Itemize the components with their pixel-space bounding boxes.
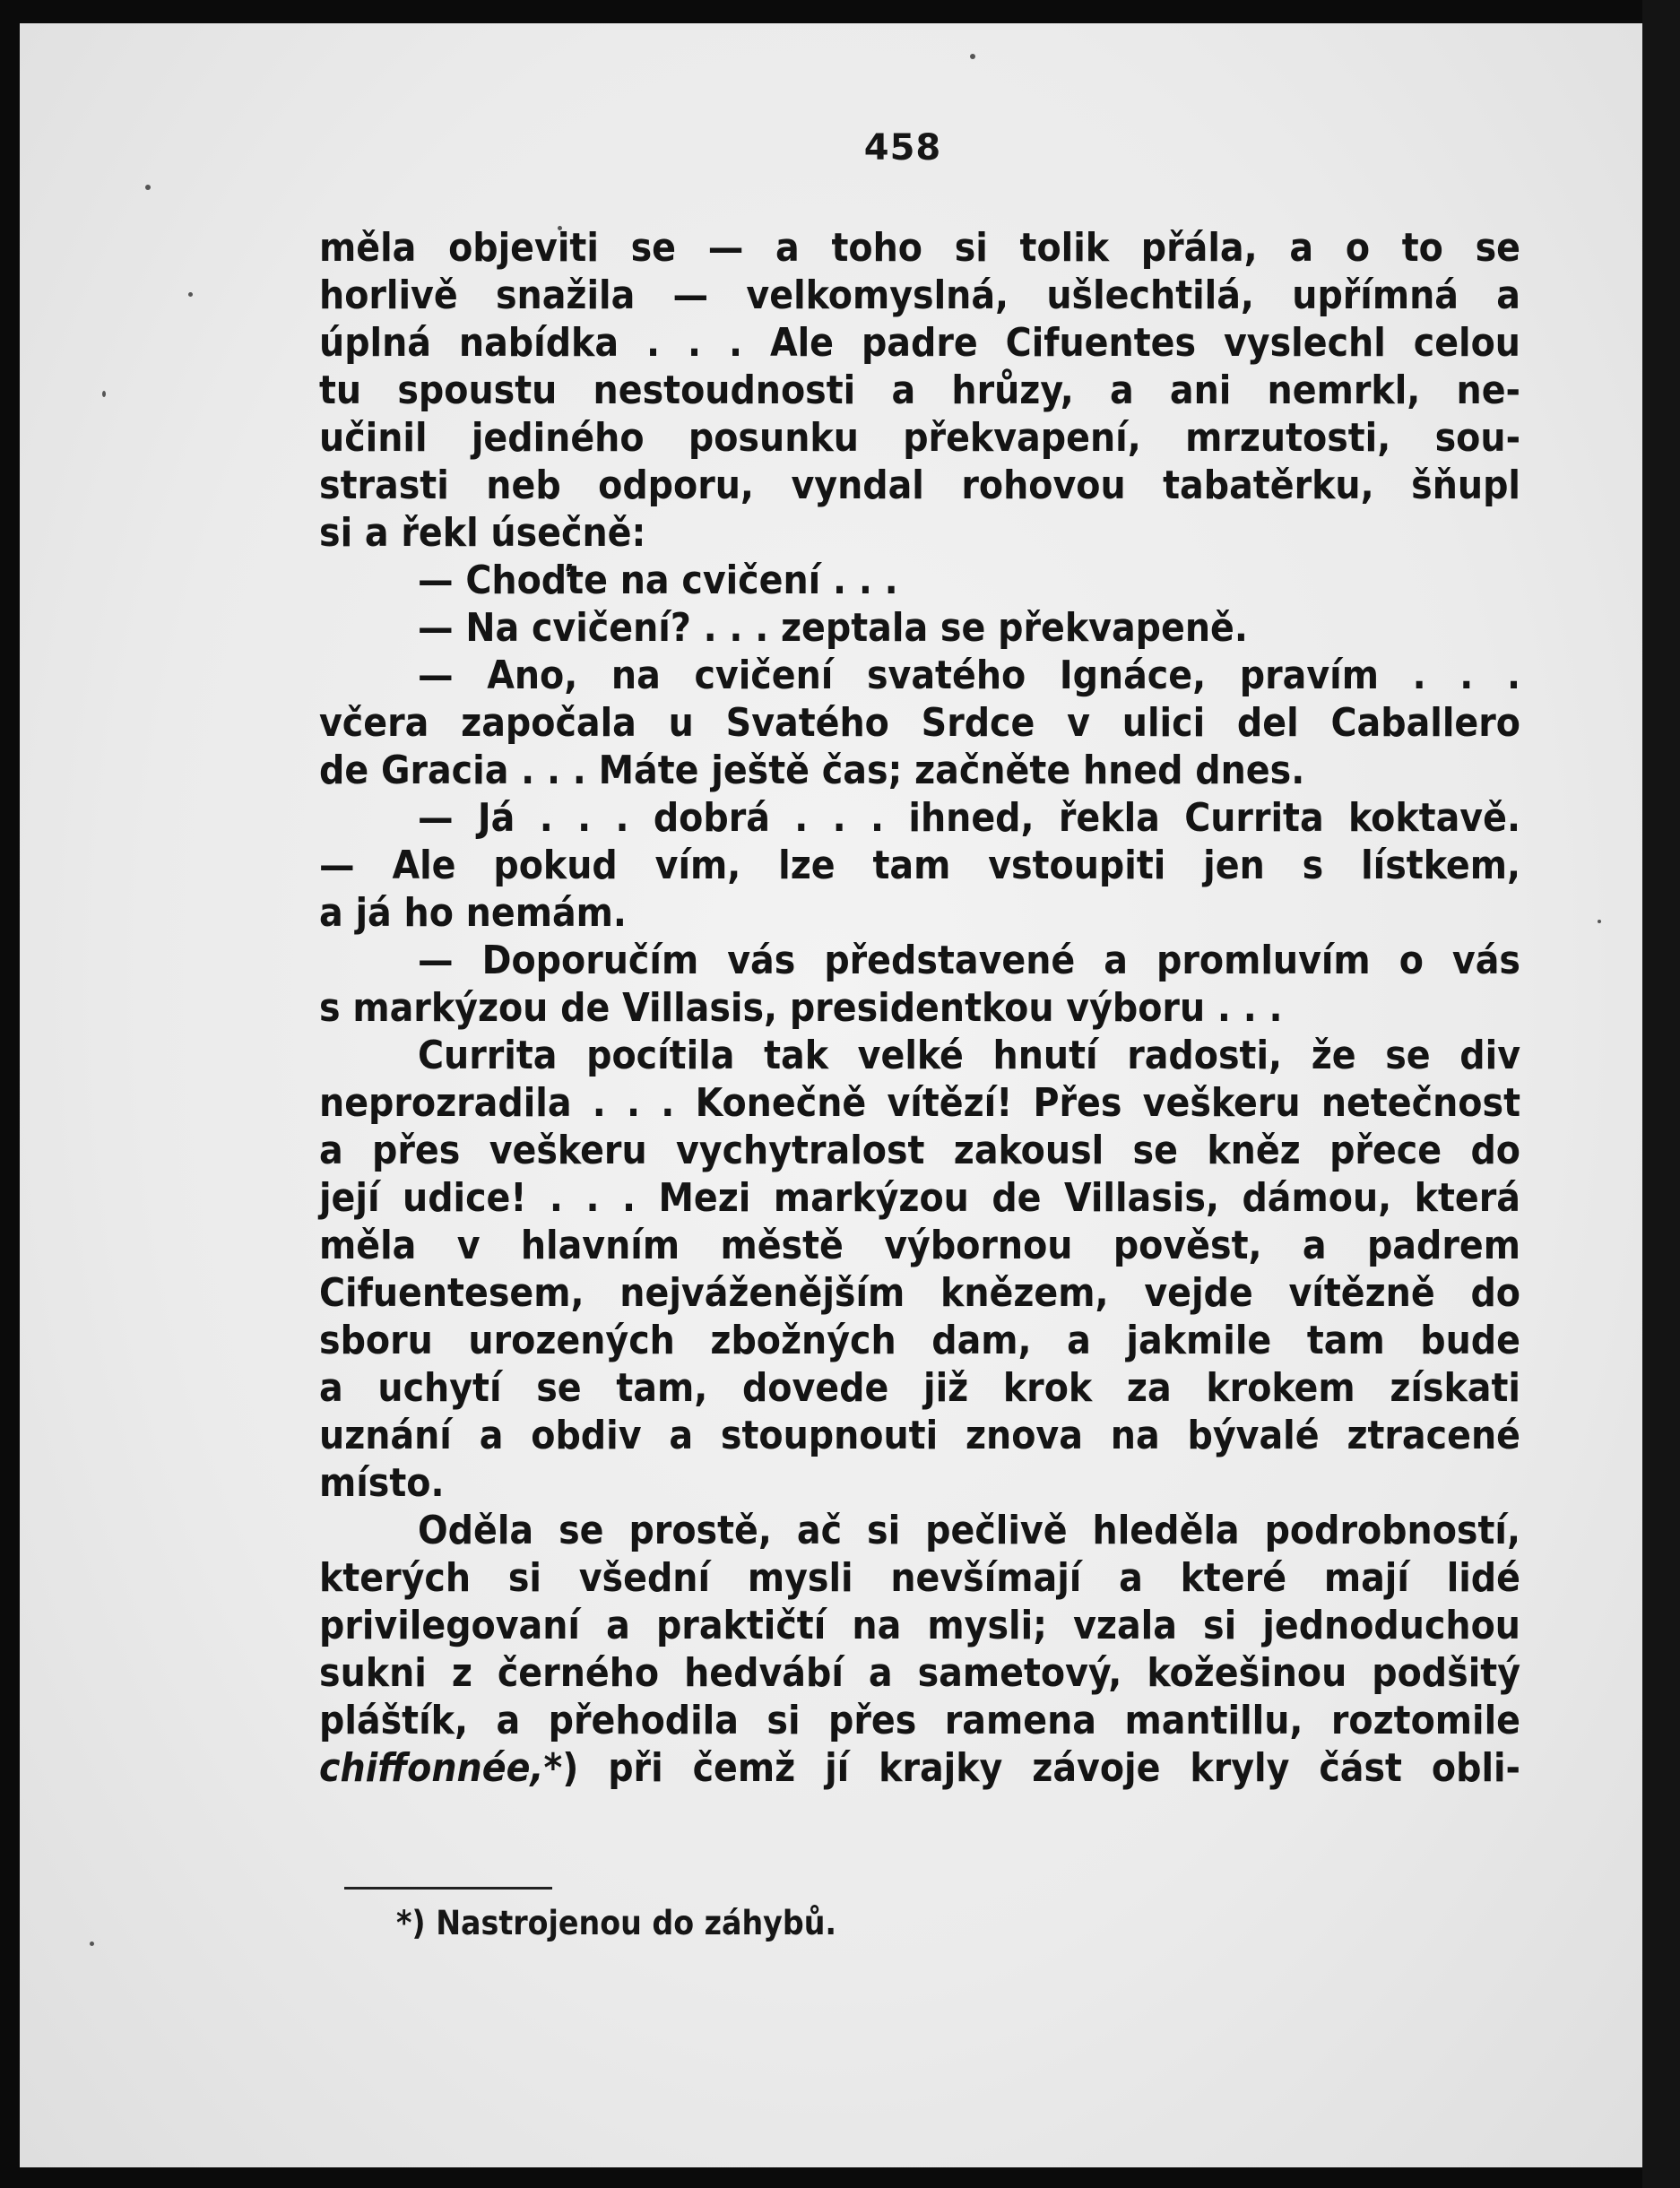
page-number: 458 bbox=[863, 127, 942, 169]
text-line: sukni z černého hedvábí a sametový, kožešinou podšitý bbox=[319, 1650, 1520, 1696]
text-line: horlivě snažila — velkomyslná, ušlechtilá, upřímná a bbox=[319, 272, 1520, 318]
page-edge-shadow bbox=[1642, 0, 1680, 2188]
paper-speck bbox=[145, 185, 151, 190]
dialogue-line: — Ale pokud vím, lze tam vstoupiti jen s lístkem, bbox=[319, 843, 1520, 888]
text-line: kterých si všední mysli nevšímají a které mají lidé bbox=[319, 1555, 1520, 1601]
text-line: privilegovaní a praktičtí na mysli; vzala si jednoduchou bbox=[319, 1603, 1520, 1648]
text-line: její udice! . . . Mezi markýzou de Villasis, dámou, která bbox=[319, 1175, 1520, 1221]
dialogue-line: — Na cvičení? . . . zeptala se překvapeně. bbox=[418, 605, 1248, 651]
dialogue-line: — Ano, na cvičení svatého Ignáce, pravím . . . bbox=[418, 653, 1520, 698]
dialogue-line: — Já . . . dobrá . . . ihned, řekla Currita koktavě. bbox=[418, 795, 1520, 841]
dialogue-line: — Doporučím vás představené a promluvím o vás bbox=[418, 938, 1520, 983]
text-line: pláštík, a přehodila si přes ramena mantillu, roztomile bbox=[319, 1698, 1520, 1743]
paper-speck bbox=[188, 292, 193, 297]
text-line: sboru urozených zbožných dam, a jakmile tam bude bbox=[319, 1318, 1520, 1363]
footnote-divider bbox=[344, 1887, 552, 1890]
text-line-rest: *) při čemž jí krajky závoje kryly část obli- bbox=[543, 1745, 1520, 1791]
text-line: měla v hlavním městě výbornou pověst, a padrem bbox=[319, 1223, 1520, 1268]
text-line: a uchytí se tam, dovede již krok za krokem získati bbox=[319, 1365, 1520, 1411]
text-line: Cifuentesem, nejváženějším knězem, vejde vítězně do bbox=[319, 1270, 1520, 1316]
text-line: a já ho nemám. bbox=[319, 890, 627, 936]
text-line: tu spoustu nestoudnosti a hrůzy, a ani nemrkl, ne- bbox=[319, 368, 1520, 413]
text-line: učinil jediného posunku překvapení, mrzutosti, sou- bbox=[319, 415, 1520, 461]
paper-speck bbox=[90, 1942, 94, 1946]
paragraph-start-line: Currita pocítila tak velké hnutí radosti, že se div bbox=[418, 1033, 1520, 1078]
text-line: a přes veškeru vychytralost zakousl se kněz přece do bbox=[319, 1128, 1520, 1173]
dialogue-line: — Choďte na cvičení . . . bbox=[418, 558, 898, 603]
text-line: včera započala u Svatého Srdce v ulici del Caballero bbox=[319, 700, 1520, 746]
text-line: úplná nabídka . . . Ale padre Cifuentes vyslechl celou bbox=[319, 320, 1520, 366]
text-line: s markýzou de Villasis, presidentkou výboru . . . bbox=[319, 985, 1283, 1031]
paper-speck bbox=[1598, 920, 1601, 923]
text-line: neprozradila . . . Konečně vítězí! Přes veškeru netečnost bbox=[319, 1080, 1520, 1126]
text-line: uznání a obdiv a stoupnouti znova na bývalé ztracené bbox=[319, 1413, 1520, 1458]
paper-speck bbox=[970, 54, 975, 59]
text-line: strasti neb odporu, vyndal rohovou tabatěrku, šňupl bbox=[319, 463, 1520, 508]
text-line: měla objeviti se — a toho si tolik přála, a o to se bbox=[319, 225, 1520, 271]
text-line: de Gracia . . . Máte ještě čas; začněte hned dnes. bbox=[319, 748, 1305, 793]
text-line-with-italic bbox=[319, 1744, 1520, 1792]
italic-term: chiffonnée, bbox=[319, 1745, 544, 1791]
text-line: si a řekl úsečně: bbox=[319, 510, 646, 556]
text-line: místo. bbox=[319, 1460, 445, 1506]
footnote: *) Nastrojenou do záhybů. bbox=[396, 1904, 837, 1942]
paragraph-start-line: Oděla se prostě, ač si pečlivě hleděla podrobností, bbox=[418, 1508, 1520, 1553]
body-text bbox=[319, 224, 1520, 1792]
paper-speck bbox=[102, 391, 106, 397]
